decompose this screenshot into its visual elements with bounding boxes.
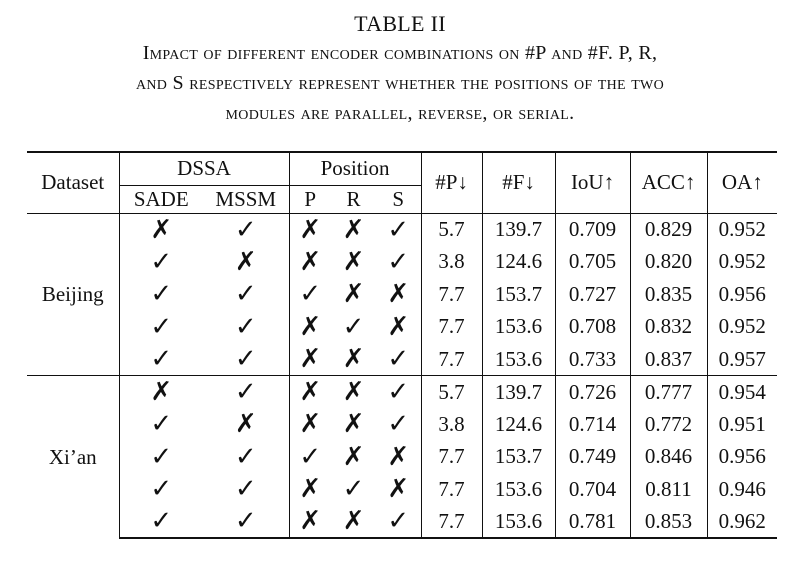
table-row — [27, 506, 777, 539]
cell-mssm: ✓ — [203, 473, 289, 506]
cell-mssm: ✗ — [203, 408, 289, 441]
cell-r: ✓ — [342, 474, 365, 505]
caption-line-2: and S respectively represent whether the positions of the two — [135, 72, 664, 94]
cell-flops: 139.7 — [482, 376, 555, 409]
cell-oa: 0.952 — [718, 249, 766, 274]
cell-iou: 0.733 — [555, 343, 630, 376]
cell-oa: 0.951 — [718, 411, 766, 436]
cell-acc: 0.777 — [630, 376, 707, 409]
table-row — [27, 343, 777, 376]
cell-flops: 153.6 — [482, 506, 555, 539]
cell-sade: ✓ — [119, 506, 203, 539]
table-row — [27, 246, 777, 279]
cell-s: ✗ — [376, 311, 421, 344]
cell-mssm: ✓ — [203, 311, 289, 344]
cell-s: ✗ — [376, 473, 421, 506]
cell-oa: 0.957 — [718, 346, 766, 371]
header-dssa: DSSA — [119, 152, 289, 185]
table-row — [27, 473, 777, 506]
cell-p: ✗ — [299, 246, 322, 277]
cell-mssm: ✓ — [203, 441, 289, 474]
cell-flops: 153.6 — [482, 343, 555, 376]
cell-iou: 0.708 — [555, 311, 630, 344]
cell-params: 7.7 — [421, 473, 482, 506]
cell-oa: 0.954 — [707, 376, 777, 409]
cell-flops: 124.6 — [482, 408, 555, 441]
cell-flops: 124.6 — [482, 246, 555, 279]
cell-sade: ✗ — [119, 213, 203, 246]
cell-params: 3.8 — [421, 408, 482, 441]
cell-flops: 139.7 — [482, 213, 555, 246]
caption-line-1: Impact of different encoder combinations on #P and #F. P, R, — [142, 42, 658, 64]
cell-mssm: ✗ — [203, 246, 289, 279]
cell-mssm: ✓ — [203, 506, 289, 539]
header-position: Position — [289, 152, 421, 185]
cell-acc: 0.835 — [630, 278, 707, 311]
cell-iou: 0.727 — [555, 278, 630, 311]
cell-r: ✗ — [331, 506, 376, 539]
cell-p: ✗ — [289, 213, 331, 246]
cell-params: 7.7 — [421, 311, 482, 344]
cell-p: ✗ — [299, 409, 322, 440]
cell-mssm: ✓ — [203, 343, 289, 376]
header-p: P — [304, 186, 317, 211]
table-body — [27, 213, 777, 538]
header-r: R — [346, 186, 361, 211]
header-sade: SADE — [133, 186, 189, 211]
cell-r: ✗ — [342, 246, 365, 277]
cell-sade: ✓ — [150, 409, 173, 440]
cell-acc: 0.820 — [630, 246, 707, 279]
cell-r: ✗ — [331, 213, 376, 246]
header-s: S — [376, 185, 421, 213]
cell-r: ✗ — [342, 409, 365, 440]
cell-r: ✗ — [342, 279, 365, 310]
cell-acc: 0.837 — [630, 343, 707, 376]
cell-acc: 0.811 — [630, 473, 707, 506]
cell-acc: 0.772 — [630, 408, 707, 441]
cell-flops: 153.6 — [482, 473, 555, 506]
table-row — [27, 213, 777, 246]
cell-oa: 0.946 — [718, 476, 766, 501]
table-row — [27, 408, 777, 441]
table-row — [27, 441, 777, 474]
cell-mssm: ✓ — [203, 213, 289, 246]
header-oa: OA↑ — [707, 152, 777, 213]
cell-iou: 0.781 — [555, 506, 630, 539]
cell-p: ✗ — [299, 344, 322, 374]
cell-params: 7.7 — [421, 278, 482, 311]
cell-flops: 153.7 — [482, 278, 555, 311]
cell-params: 5.7 — [421, 376, 482, 409]
cell-mssm: ✓ — [203, 278, 289, 311]
cell-iou: 0.705 — [555, 246, 630, 279]
cell-s: ✓ — [376, 408, 421, 441]
cell-s: ✗ — [376, 278, 421, 311]
cell-acc: 0.832 — [630, 311, 707, 344]
cell-acc: 0.846 — [630, 441, 707, 474]
cell-oa: 0.956 — [718, 444, 766, 469]
cell-acc: 0.853 — [630, 506, 707, 539]
cell-s: ✓ — [376, 213, 421, 246]
table-row — [27, 311, 777, 344]
cell-oa: 0.952 — [707, 213, 777, 246]
header-mssm: MSSM — [203, 185, 289, 213]
cell-params: 3.8 — [421, 246, 482, 279]
results-table — [27, 151, 777, 539]
cell-iou: 0.714 — [555, 408, 630, 441]
cell-s: ✗ — [376, 441, 421, 474]
cell-p: ✓ — [299, 279, 322, 310]
table-label: TABLE II — [354, 11, 446, 36]
cell-p: ✗ — [299, 474, 322, 505]
table-row — [27, 376, 777, 409]
cell-flops: 153.7 — [482, 441, 555, 474]
dataset-name: Xi’an — [27, 376, 119, 539]
cell-acc: 0.829 — [630, 213, 707, 246]
cell-sade: ✓ — [150, 474, 173, 505]
cell-r: ✗ — [342, 441, 365, 472]
cell-oa: 0.952 — [718, 314, 766, 339]
cell-iou: 0.709 — [555, 213, 630, 246]
header-flops: #F↓ — [482, 152, 555, 213]
cell-p: ✗ — [289, 506, 331, 539]
header-acc: ACC↑ — [630, 152, 707, 213]
table-caption — [0, 10, 800, 128]
cell-params: 7.7 — [421, 506, 482, 539]
cell-sade: ✓ — [150, 246, 173, 277]
cell-params: 5.7 — [421, 213, 482, 246]
cell-p: ✗ — [299, 311, 322, 342]
cell-sade: ✓ — [150, 311, 173, 342]
cell-s: ✓ — [376, 246, 421, 279]
cell-r: ✗ — [342, 344, 365, 374]
cell-params: 7.7 — [421, 343, 482, 376]
cell-sade: ✓ — [150, 279, 173, 310]
cell-iou: 0.704 — [555, 473, 630, 506]
cell-flops: 153.6 — [482, 311, 555, 344]
cell-s: ✓ — [376, 506, 421, 539]
cell-iou: 0.749 — [555, 441, 630, 474]
cell-sade: ✓ — [150, 441, 173, 472]
cell-sade: ✓ — [150, 344, 173, 374]
cell-params: 7.7 — [421, 441, 482, 474]
cell-s: ✓ — [376, 376, 421, 409]
table-header — [27, 152, 777, 213]
caption-line-3: modules are parallel, reverse, or serial. — [225, 102, 575, 124]
cell-iou: 0.726 — [555, 376, 630, 409]
cell-r: ✗ — [331, 376, 376, 409]
cell-s: ✓ — [376, 343, 421, 376]
cell-oa: 0.956 — [718, 281, 766, 306]
header-iou: IoU↑ — [555, 152, 630, 213]
cell-oa: 0.962 — [707, 506, 777, 539]
table-row — [27, 278, 777, 311]
header-dataset: Dataset — [27, 152, 119, 213]
cell-sade: ✗ — [119, 376, 203, 409]
cell-p: ✗ — [289, 376, 331, 409]
cell-p: ✓ — [299, 441, 322, 472]
cell-mssm: ✓ — [203, 376, 289, 409]
header-params: #P↓ — [421, 152, 482, 213]
dataset-name: Beijing — [27, 213, 119, 376]
cell-r: ✓ — [342, 311, 365, 342]
